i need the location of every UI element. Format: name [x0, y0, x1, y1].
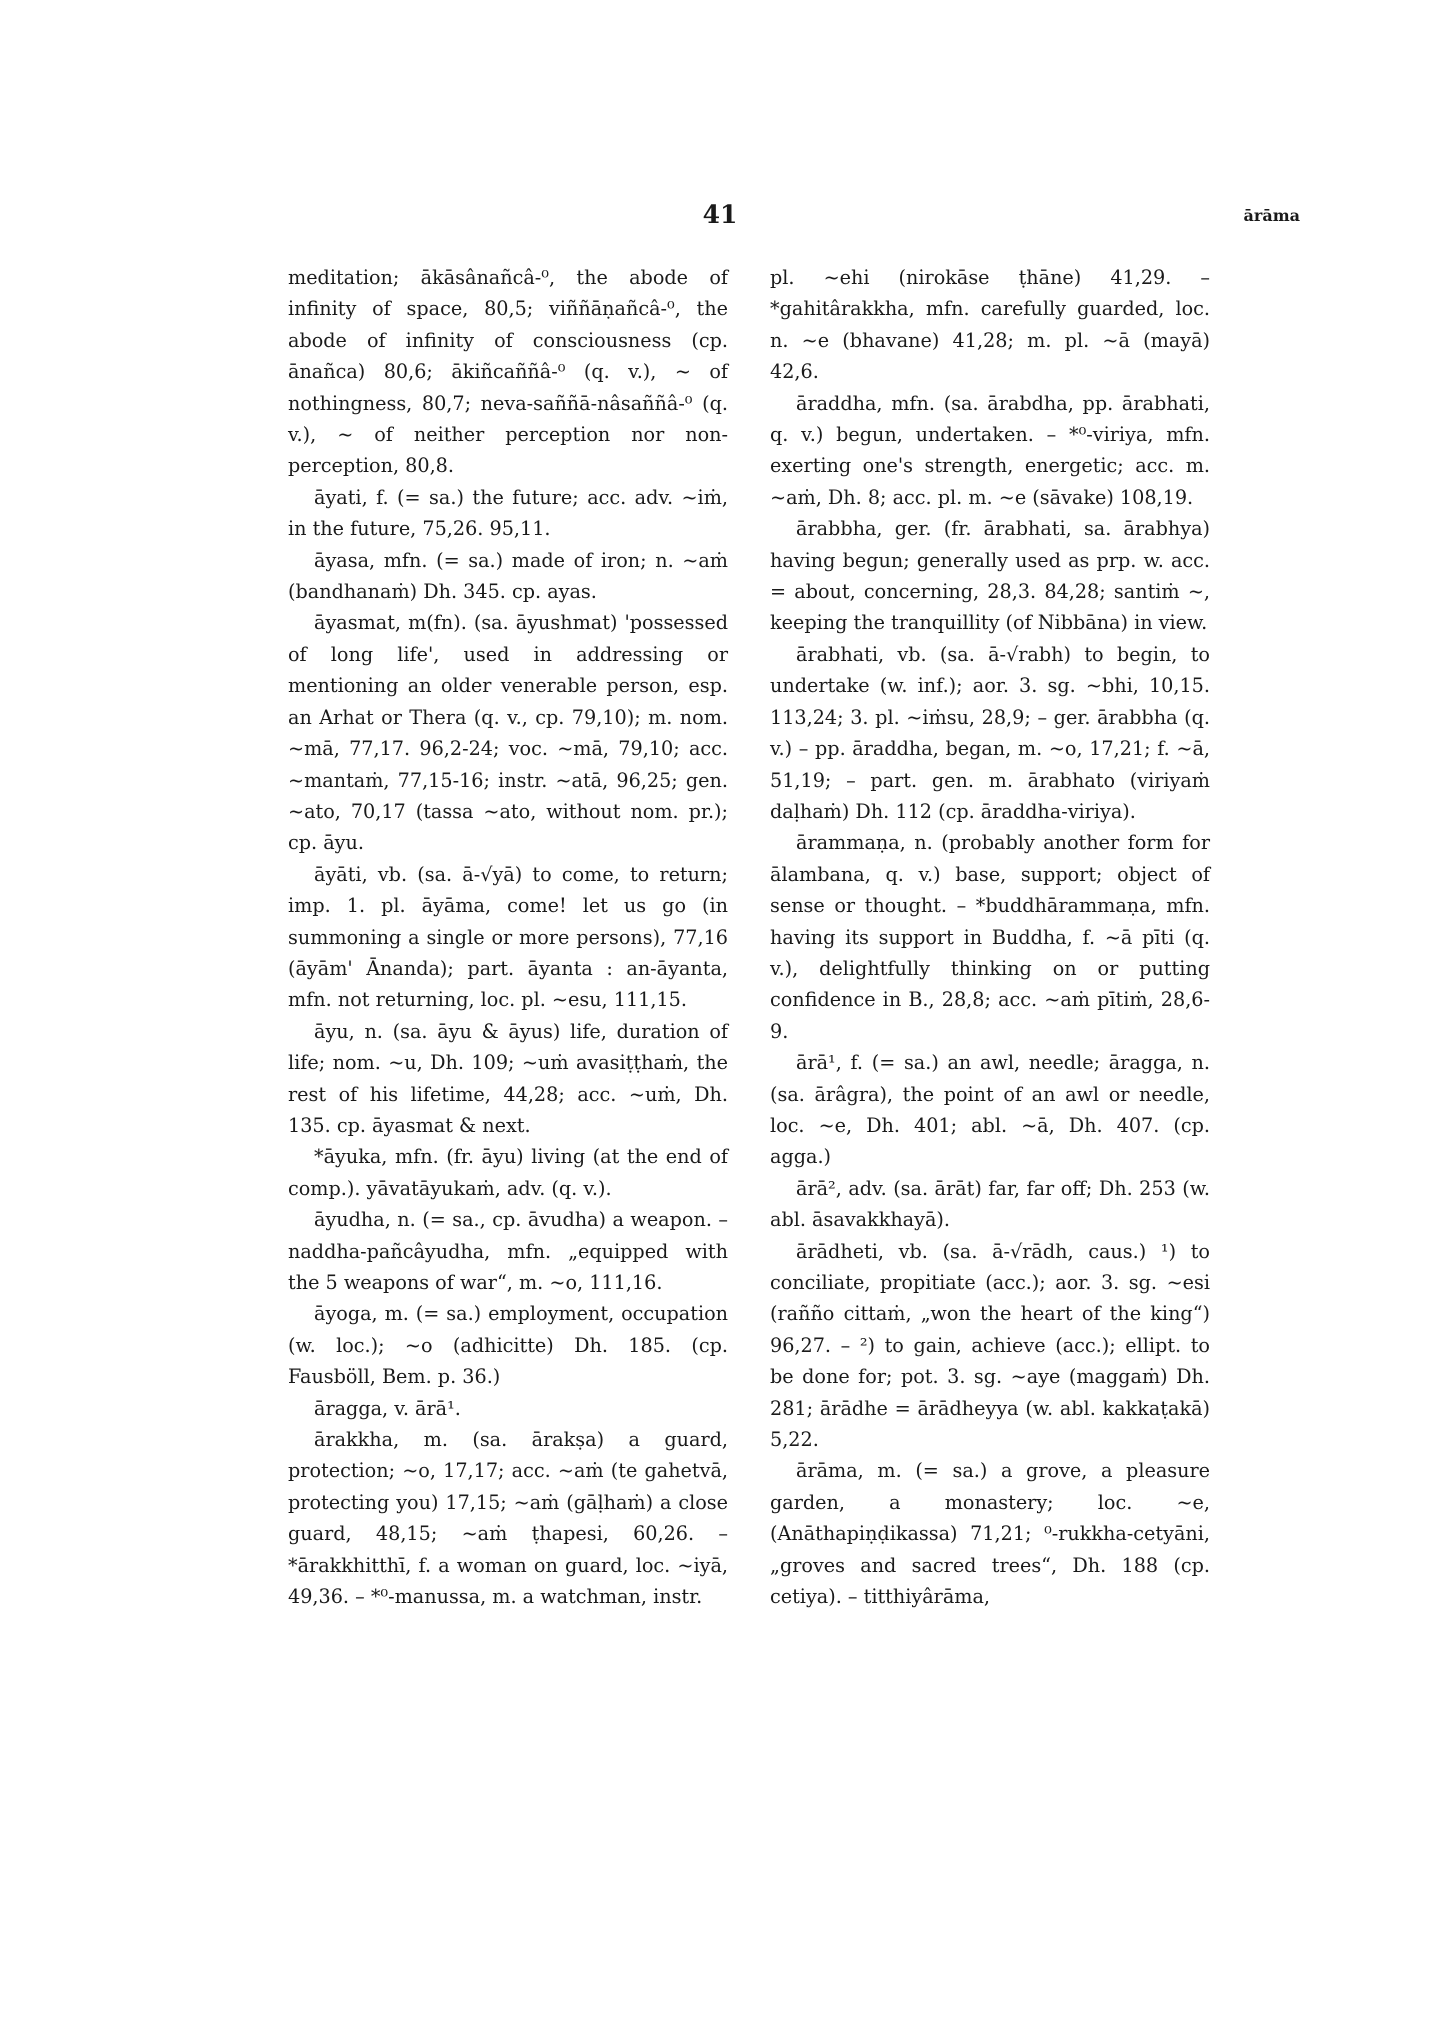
entry: āyu, n. (sa. āyu & āyus) life, duration of life; nom. ~u, Dh. 109; ~uṁ avasiṭṭhaṁ, the rest of his lifetime, 44,28; acc. ~uṁ, Dh. 135. cp. āyasmat & next.: [288, 1019, 728, 1137]
entry: āyati, f. (= sa.) the future; acc. adv. ~iṁ, in the future, 75,26. 95,11.: [288, 485, 728, 541]
running-head: ārāma: [1243, 206, 1300, 225]
entry: ārakkha, m. (sa. ārakṣa) a guard, protection; ~o, 17,17; acc. ~aṁ (te gahetvā, protecting you) 17,15; ~aṁ (gāḷhaṁ) a close guard, 48,15; ~aṁ ṭhapesi, 60,26. – *ārakkhitthī, f. a woman on guard, loc. ~iyā, 49,36. – *⁰-manussa, m. a watchman, instr.: [288, 1428, 728, 1609]
entry: ārabbha, ger. (fr. ārabhati, sa. ārabhya) having begun; generally used as prp. w. acc. = about, concerning, 28,3. 84,28; santiṁ ~, keeping the tranquillity (of Nibbāna) in view.: [770, 517, 1210, 635]
entry: ārabhati, vb. (sa. ā-√rabh) to begin, to undertake (w. inf.); aor. 3. sg. ~bhi, 10,15. 113,24; 3. pl. ~iṁsu, 28,9; – ger. ārabbha (q. v.) – pp. āraddha, began, m. ~o, 17,21; f. ~ā, 51,19; – part. gen. m. ārabhato (viriyaṁ daḷhaṁ) Dh. 112 (cp. āraddha-viriya).: [770, 642, 1210, 823]
entry: āyoga, m. (= sa.) employment, occupation (w. loc.); ~o (adhicitte) Dh. 185. (cp. Fausböll, Bem. p. 36.): [288, 1302, 728, 1389]
entry: ārādheti, vb. (sa. ā-√rādh, caus.) ¹) to conciliate, propitiate (acc.); aor. 3. sg. ~esi (rañño cittaṁ, „won the heart of the king“) 96,27. – ²) to gain, achieve (acc.); ellipt. to be done for; pot. 3. sg. ~aye (maggaṁ) Dh. 281; ārādhe = ārādheyya (w. abl. kakkaṭakā) 5,22.: [770, 1239, 1210, 1452]
entry: ārāma, m. (= sa.) a grove, a pleasure garden, a monastery; loc. ~e, (Anāthapiṇḍikassa) 71,21; ⁰-rukkha-cetyāni, „groves and sacred trees“, Dh. 188 (cp. cetiya). – titthiyârāma,: [770, 1459, 1210, 1609]
entry: pl. ~ehi (nirokāse ṭhāne) 41,29. – *gahitârakkha, mfn. carefully guarded, loc. n. ~e (bhavane) 41,28; m. pl. ~ā (mayā) 42,6.: [770, 266, 1210, 384]
right-column: [770, 262, 1210, 1612]
entry: āyudha, n. (= sa., cp. āvudha) a weapon. – naddha-pañcâyudha, mfn. „equipped with the 5 weapons of war“, m. ~o, 111,16.: [288, 1208, 728, 1294]
entry: āyasa, mfn. (= sa.) made of iron; n. ~aṁ (bandhanaṁ) Dh. 345. cp. ayas.: [288, 548, 728, 604]
entry: meditation; ākāsânañcâ-⁰, the abode of infinity of space, 80,5; viññāṇañcâ-⁰, the abode of infinity of consciousness (cp. ānañca) 80,6; ākiñcaññâ-⁰ (q. v.), ~ of nothingness, 80,7; neva-saññā-nâsaññâ-⁰ (q. v.), ~ of neither perception nor non-perception, 80,8.: [288, 266, 728, 478]
entry: ārā², adv. (sa. ārāt) far, far off; Dh. 253 (w. abl. āsavakkhayā).: [770, 1176, 1210, 1232]
entry: *āyuka, mfn. (fr. āyu) living (at the end of comp.). yāvatāyukaṁ, adv. (q. v.).: [288, 1145, 728, 1200]
page-number: 41: [702, 200, 738, 229]
entry: āragga, v. ārā¹.: [314, 1396, 461, 1420]
entry: ārammaṇa, n. (probably another form for ālambana, q. v.) base, support; object of sense or thought. – *buddhārammaṇa, mfn. having its support in Buddha, f. ~ā pīti (q. v.), delightfully thinking on or putting confidence in B., 28,8; acc. ~aṁ pītiṁ, 28,6-9.: [770, 831, 1210, 1043]
entry: āyasmat, m(fn). (sa. āyushmat) 'possessed of long life', used in addressing or mentioning an older venerable person, esp. an Arhat or Thera (q. v., cp. 79,10); m. nom. ~mā, 77,17. 96,2-24; voc. ~mā, 79,10; acc. ~mantaṁ, 77,15-16; instr. ~atā, 96,25; gen. ~ato, 70,17 (tassa ~ato, without nom. pr.); cp. āyu.: [288, 611, 728, 855]
left-column: [288, 262, 728, 1612]
entry: ārā¹, f. (= sa.) an awl, needle; āragga, n. (sa. ārâgra), the point of an awl or needle, loc. ~e, Dh. 401; abl. ~ā, Dh. 407. (cp. agga.): [770, 1051, 1210, 1169]
entry: āyāti, vb. (sa. ā-√yā) to come, to return; imp. 1. pl. āyāma, come! let us go (in summoning a single or more persons), 77,16 (āyām' Ānanda); part. āyanta : an-āyanta, mfn. not returning, loc. pl. ~esu, 111,15.: [288, 862, 728, 1012]
entry: āraddha, mfn. (sa. ārabdha, pp. ārabhati, q. v.) begun, undertaken. – *⁰-viriya, mfn. exerting one's strength, energetic; acc. m. ~aṁ, Dh. 8; acc. pl. m. ~e (sāvake) 108,19.: [770, 391, 1210, 509]
